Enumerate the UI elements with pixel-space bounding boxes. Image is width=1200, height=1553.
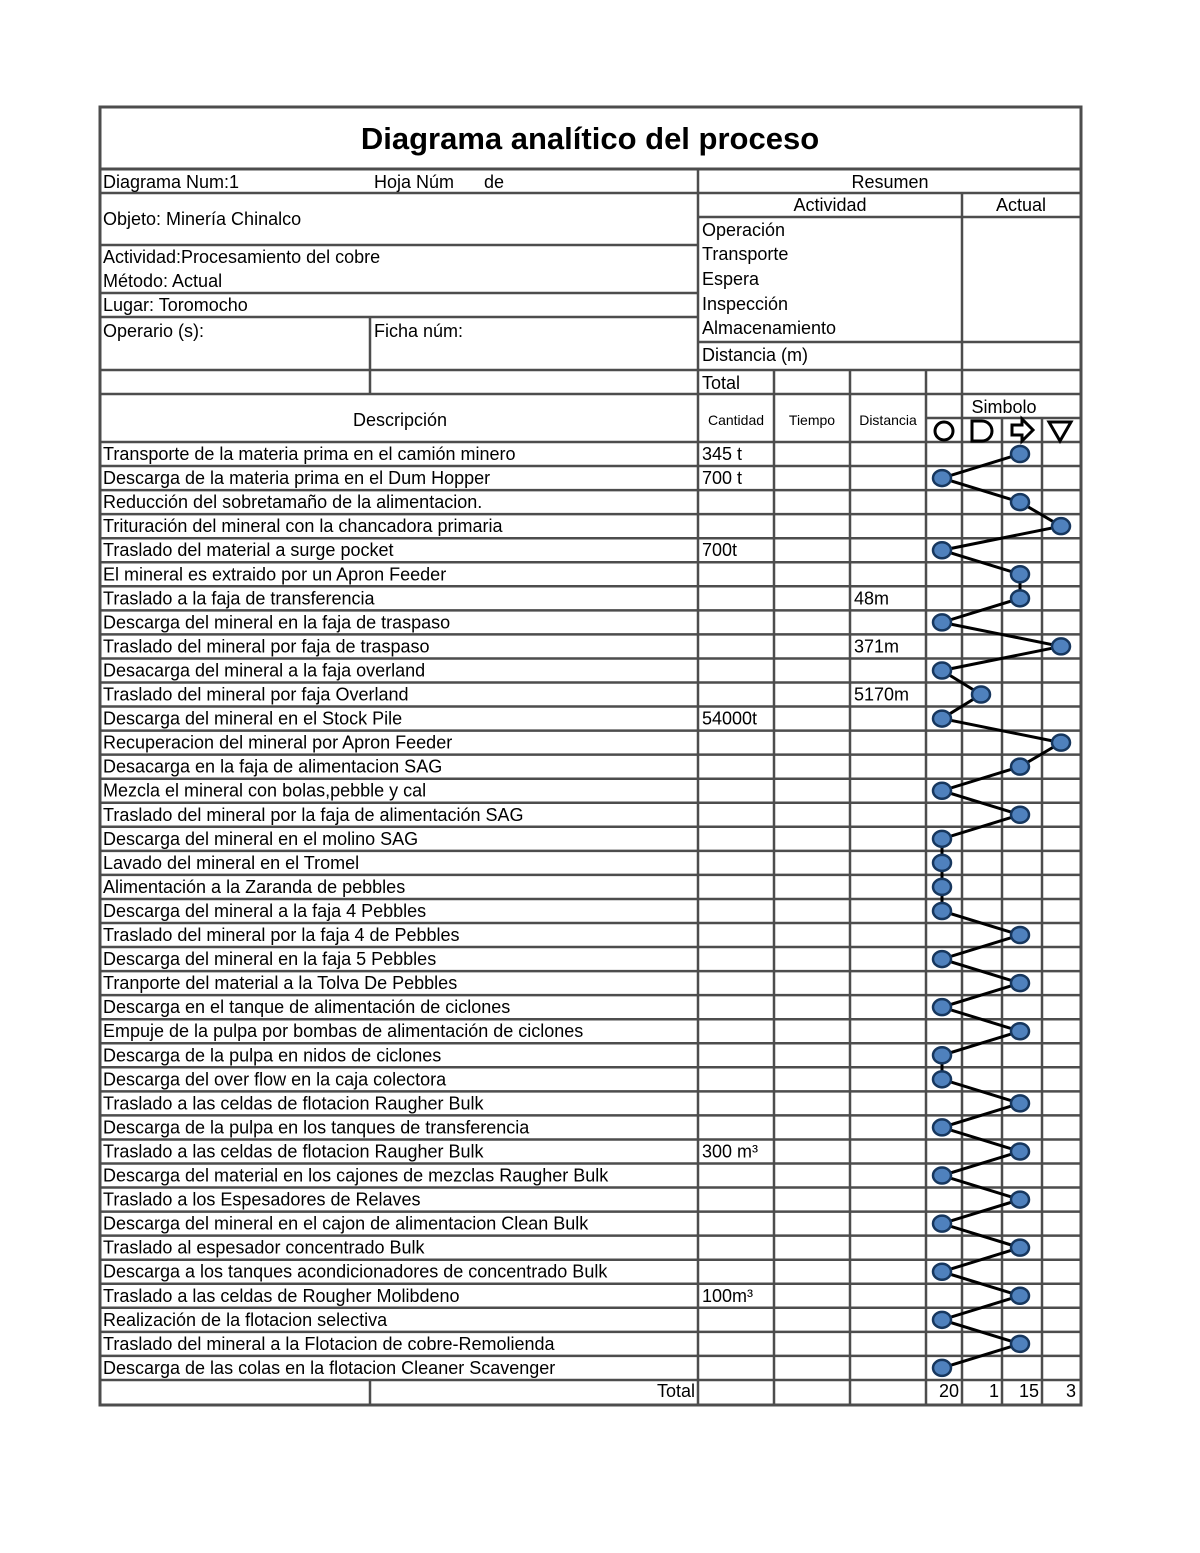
row-description: Trituración del mineral con la chancadora primaria (103, 516, 503, 537)
flow-marker (1011, 1336, 1029, 1352)
flow-marker (933, 903, 951, 919)
flow-marker (1011, 494, 1029, 510)
total-delays: 1 (988, 1380, 999, 1401)
flow-marker (1011, 1240, 1029, 1256)
row-description: Traslado al espesador concentrado Bulk (103, 1237, 425, 1258)
totals-row (657, 1381, 1076, 1401)
col-distance: Distancia (859, 412, 917, 428)
sheet-of-label: de (484, 172, 505, 192)
row-description: Descarga de la pulpa en los tanques de transferencia (103, 1117, 530, 1138)
flow-marker (1011, 566, 1029, 582)
row-description: Descarga de las colas en la flotacion Cleaner Scavenger (103, 1357, 556, 1378)
row-description: Alimentación a la Zaranda de pebbles (103, 876, 406, 897)
body-rows (103, 444, 909, 1378)
flow-marker (933, 999, 951, 1015)
row-description: Descarga de la materia prima en el Dum Hopper (103, 468, 491, 489)
flow-marker (933, 1119, 951, 1135)
col-quantity: Cantidad (707, 412, 765, 428)
row-quantity: 100m³ (702, 1285, 754, 1306)
row-quantity: 300 m³ (702, 1141, 759, 1162)
flow-marker (933, 1168, 951, 1184)
flow-marker (1011, 590, 1029, 606)
flow-marker (933, 662, 951, 678)
row-description: Traslado a los Espesadores de Relaves (103, 1189, 421, 1210)
header-fields (103, 172, 504, 341)
operator-field: Operario (s): (103, 321, 205, 341)
summary-item-inspection: Inspección (702, 294, 789, 314)
col-description: Descripción (352, 410, 448, 430)
flow-marker (1052, 735, 1070, 751)
summary-current-header: Actual (995, 195, 1047, 215)
flow-marker (933, 1312, 951, 1328)
flow-marker (1011, 446, 1029, 462)
page-title: Diagrama analítico del proceso (360, 121, 820, 156)
row-description: Empuje de la pulpa por bombas de alimentación de ciclones (103, 1021, 584, 1042)
flow-marker (933, 542, 951, 558)
totals-label: Total (656, 1380, 695, 1401)
flow-marker (1011, 975, 1029, 991)
row-distance: 48m (854, 588, 890, 609)
storage-triangle-icon (1049, 422, 1071, 441)
record-number-field: Ficha núm: (374, 321, 464, 341)
summary-distance: Distancia (m) (702, 345, 809, 365)
row-quantity: 700 t (702, 468, 743, 489)
row-description: Descarga del mineral a la faja 4 Pebbles (103, 900, 427, 921)
flow-marker (933, 831, 951, 847)
summary-activity-header: Actividad (793, 195, 867, 215)
column-headers (353, 397, 1037, 430)
summary-title: Resumen (851, 172, 929, 192)
row-description: Descarga del material en los cajones de mezclas Raugher Bulk (103, 1165, 609, 1186)
summary-item-storage: Almacenamiento (702, 318, 837, 338)
flow-marker (1011, 759, 1029, 775)
sheet-number-label: Hoja Núm (374, 172, 455, 192)
row-description: Descarga del mineral en el molino SAG (103, 828, 419, 849)
row-description: Traslado a las celdas de flotacion Raugher Bulk (103, 1093, 484, 1114)
row-description: Desacarga del mineral a la faja overland (103, 660, 426, 681)
row-description: Traslado del mineral a la Flotacion de cobre-Remolienda (103, 1333, 555, 1354)
col-symbol: Simbolo (971, 397, 1037, 417)
row-description: Realización de la flotacion selectiva (103, 1309, 388, 1330)
flow-marker (1052, 518, 1070, 534)
flow-marker (933, 951, 951, 967)
flow-marker (933, 1047, 951, 1063)
transport-arrow-icon (1012, 419, 1033, 441)
row-description: Descarga a los tanques acondicionadores de concentrado Bulk (103, 1261, 608, 1282)
row-description: Traslado del mineral por faja Overland (103, 684, 409, 705)
row-description: El mineral es extraido por un Apron Feeder (103, 564, 447, 585)
flow-marker (1011, 1143, 1029, 1159)
total-operations: 20 (938, 1380, 959, 1401)
row-description: Recuperacion del mineral por Apron Feeder (103, 732, 453, 753)
row-description: Traslado del mineral por la faja de alimentación SAG (103, 804, 524, 825)
delay-d-icon (972, 421, 992, 441)
flow-marker (933, 1360, 951, 1376)
flow-marker (933, 1264, 951, 1280)
operation-circle-icon (935, 422, 953, 440)
activity-field: Actividad:Procesamiento del cobre (103, 247, 381, 267)
row-description: Mezcla el mineral con bolas,pebble y cal (103, 780, 427, 801)
flow-marker (972, 687, 990, 703)
body-grid (100, 442, 1081, 1405)
total-transports: 15 (1018, 1380, 1039, 1401)
method-field: Método: Actual (103, 271, 223, 291)
total-storages: 3 (1065, 1380, 1076, 1401)
row-description: Lavado del mineral en el Tromel (103, 852, 360, 873)
row-quantity: 54000t (702, 708, 758, 729)
flow-marker (1011, 807, 1029, 823)
row-description: Traslado del material a surge pocket (103, 540, 394, 561)
row-description: Descarga del mineral en el cajon de alimentacion Clean Bulk (103, 1213, 589, 1234)
flow-marker (933, 614, 951, 630)
row-description: Traslado a las celdas de Rougher Molibdeno (103, 1285, 460, 1306)
row-description: Traslado del mineral por faja de traspaso (103, 636, 430, 657)
flow-marker (1052, 638, 1070, 654)
row-description: Desacarga en la faja de alimentacion SAG (103, 756, 443, 777)
row-distance: 371m (854, 636, 900, 657)
flow-marker (933, 783, 951, 799)
row-distance: 5170m (854, 684, 910, 705)
flow-marker (933, 1216, 951, 1232)
flow-marker (933, 711, 951, 727)
row-description: Descarga en el tanque de alimentación de ciclones (103, 997, 511, 1018)
diagram-number: Diagrama Num:1 (103, 172, 240, 192)
place-field: Lugar: Toromocho (103, 295, 248, 315)
summary-item-operation: Operación (702, 220, 786, 240)
flow-marker (1011, 1288, 1029, 1304)
flow-marker (933, 855, 951, 871)
summary-item-transport: Transporte (702, 244, 789, 264)
row-description: Descarga del mineral en el Stock Pile (103, 708, 403, 729)
object-field: Objeto: Minería Chinalco (103, 209, 302, 229)
flow-marker (933, 470, 951, 486)
row-description: Traslado del mineral por la faja 4 de Pebbles (103, 925, 460, 945)
row-description: Descarga del over flow en la caja colectora (103, 1069, 447, 1090)
row-description: Descarga de la pulpa en nidos de ciclones (103, 1045, 442, 1066)
row-description: Traslado a la faja de transferencia (103, 588, 375, 609)
flow-marker (933, 879, 951, 895)
row-description: Traslado a las celdas de flotacion Raugher Bulk (103, 1141, 484, 1162)
row-quantity: 345 t (702, 444, 743, 464)
flow-marker (933, 1071, 951, 1087)
flow-marker (1011, 1095, 1029, 1111)
row-description: Descarga del mineral en la faja 5 Pebbles (103, 949, 437, 970)
flow-marker (1011, 1192, 1029, 1208)
row-description: Transporte de la materia prima en el camión minero (103, 444, 516, 464)
row-description: Reducción del sobretamaño de la alimentacion. (103, 492, 483, 513)
summary-block (702, 172, 1046, 393)
summary-total: Total (702, 373, 741, 393)
row-description: Tranporte del material a la Tolva De Pebbles (103, 973, 458, 994)
flow-marker (1011, 927, 1029, 943)
col-time: Tiempo (788, 412, 836, 428)
row-quantity: 700t (702, 540, 738, 561)
flow-marker (1011, 1023, 1029, 1039)
row-description: Descarga del mineral en la faja de traspaso (103, 612, 451, 633)
summary-item-delay: Espera (702, 269, 760, 289)
